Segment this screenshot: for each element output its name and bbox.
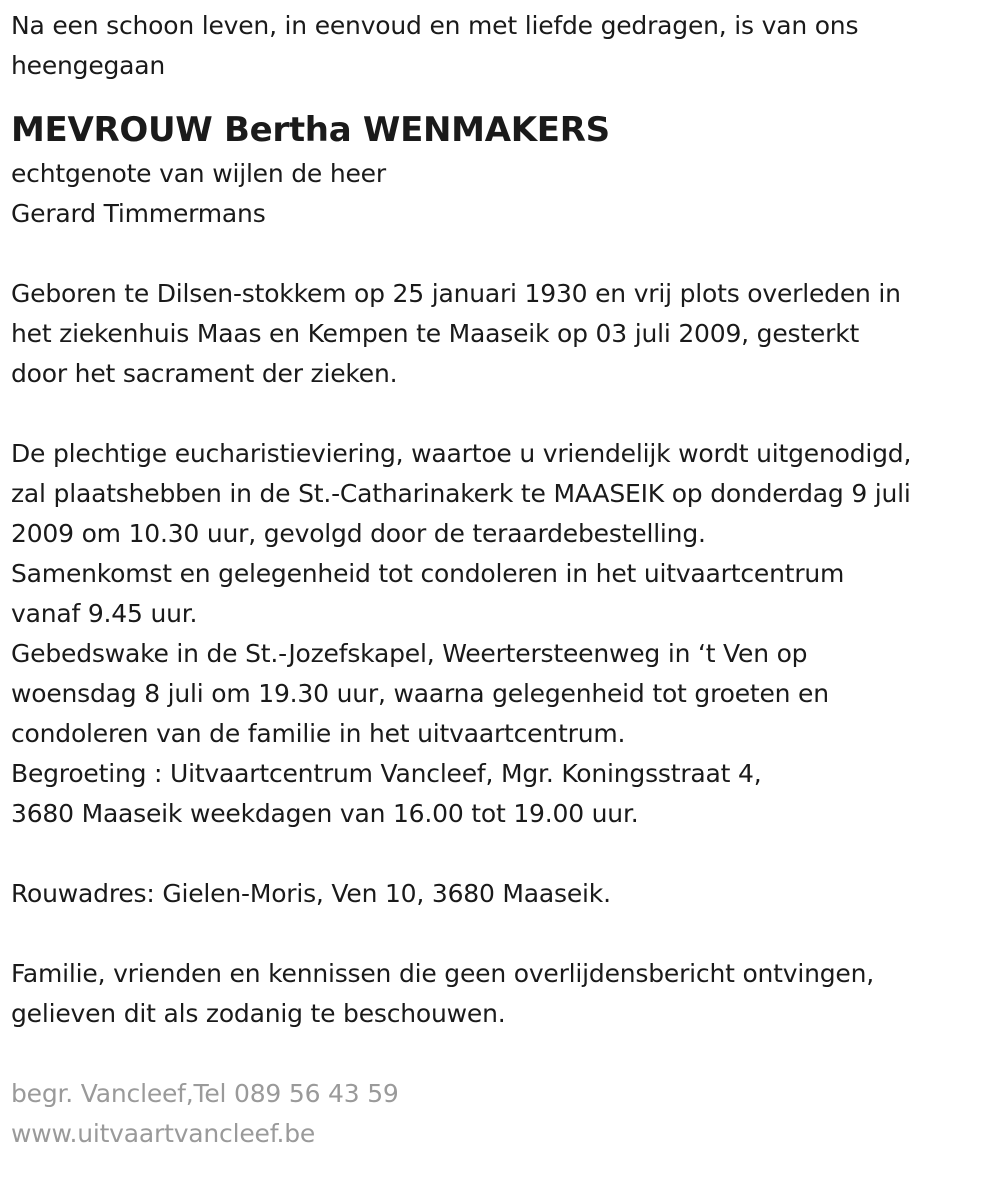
deceased-name: MEVROUW Bertha WENMAKERS [11, 110, 610, 150]
funeral-home-website: www.uitvaartvancleef.be [11, 1119, 316, 1148]
spacer [11, 234, 1000, 274]
birth-death-line-3: door het sacrament der zieken. [11, 359, 398, 388]
intro-line-2: heengegaan [11, 51, 166, 80]
birth-death-line-2: het ziekenhuis Maas en Kempen te Maaseik op 03 juli 2009, gesterkt [11, 319, 860, 348]
ceremony-paragraph [11, 434, 1000, 834]
intro-text [11, 6, 1000, 86]
spouse-line-1: echtgenote van wijlen de heer [11, 159, 386, 188]
ceremony-line-10: 3680 Maaseik weekdagen van 16.00 tot 19.00 uur. [11, 799, 639, 828]
mourning-address: Rouwadres: Gielen-Moris, Ven 10, 3680 Maaseik. [11, 879, 611, 908]
spacer [11, 394, 1000, 434]
ceremony-line-9: Begroeting : Uitvaartcentrum Vancleef, Mgr. Koningsstraat 4, [11, 759, 762, 788]
ceremony-line-2: zal plaatshebben in de St.-Catharinakerk te MAASEIK op donderdag 9 juli [11, 479, 911, 508]
footer [11, 1074, 1000, 1154]
notice-paragraph [11, 954, 1000, 1034]
spouse-line-2: Gerard Timmermans [11, 199, 266, 228]
ceremony-line-1: De plechtige eucharistieviering, waartoe u vriendelijk wordt uitgenodigd, [11, 439, 912, 468]
intro-line-1: Na een schoon leven, in eenvoud en met liefde gedragen, is van ons [11, 11, 859, 40]
funeral-home-contact: begr. Vancleef,Tel 089 56 43 59 [11, 1079, 399, 1108]
ceremony-line-5: vanaf 9.45 uur. [11, 599, 198, 628]
ceremony-line-8: condoleren van de familie in het uitvaartcentrum. [11, 719, 626, 748]
spouse-text [11, 154, 1000, 234]
ceremony-line-3: 2009 om 10.30 uur, gevolgd door de teraardebestelling. [11, 519, 706, 548]
birth-death-line-1: Geboren te Dilsen-stokkem op 25 januari 1930 en vrij plots overleden in [11, 279, 901, 308]
notice-line-1: Familie, vrienden en kennissen die geen overlijdensbericht ontvingen, [11, 959, 875, 988]
spacer [11, 834, 1000, 874]
notice-line-2: gelieven dit als zodanig te beschouwen. [11, 999, 506, 1028]
birth-death-paragraph [11, 274, 1000, 394]
ceremony-line-4: Samenkomst en gelegenheid tot condoleren in het uitvaartcentrum [11, 559, 845, 588]
ceremony-line-7: woensdag 8 juli om 19.30 uur, waarna gelegenheid tot groeten en [11, 679, 829, 708]
spacer [11, 1034, 1000, 1074]
ceremony-line-6: Gebedswake in de St.-Jozefskapel, Weertersteenweg in ‘t Ven op [11, 639, 808, 668]
spacer [11, 914, 1000, 954]
